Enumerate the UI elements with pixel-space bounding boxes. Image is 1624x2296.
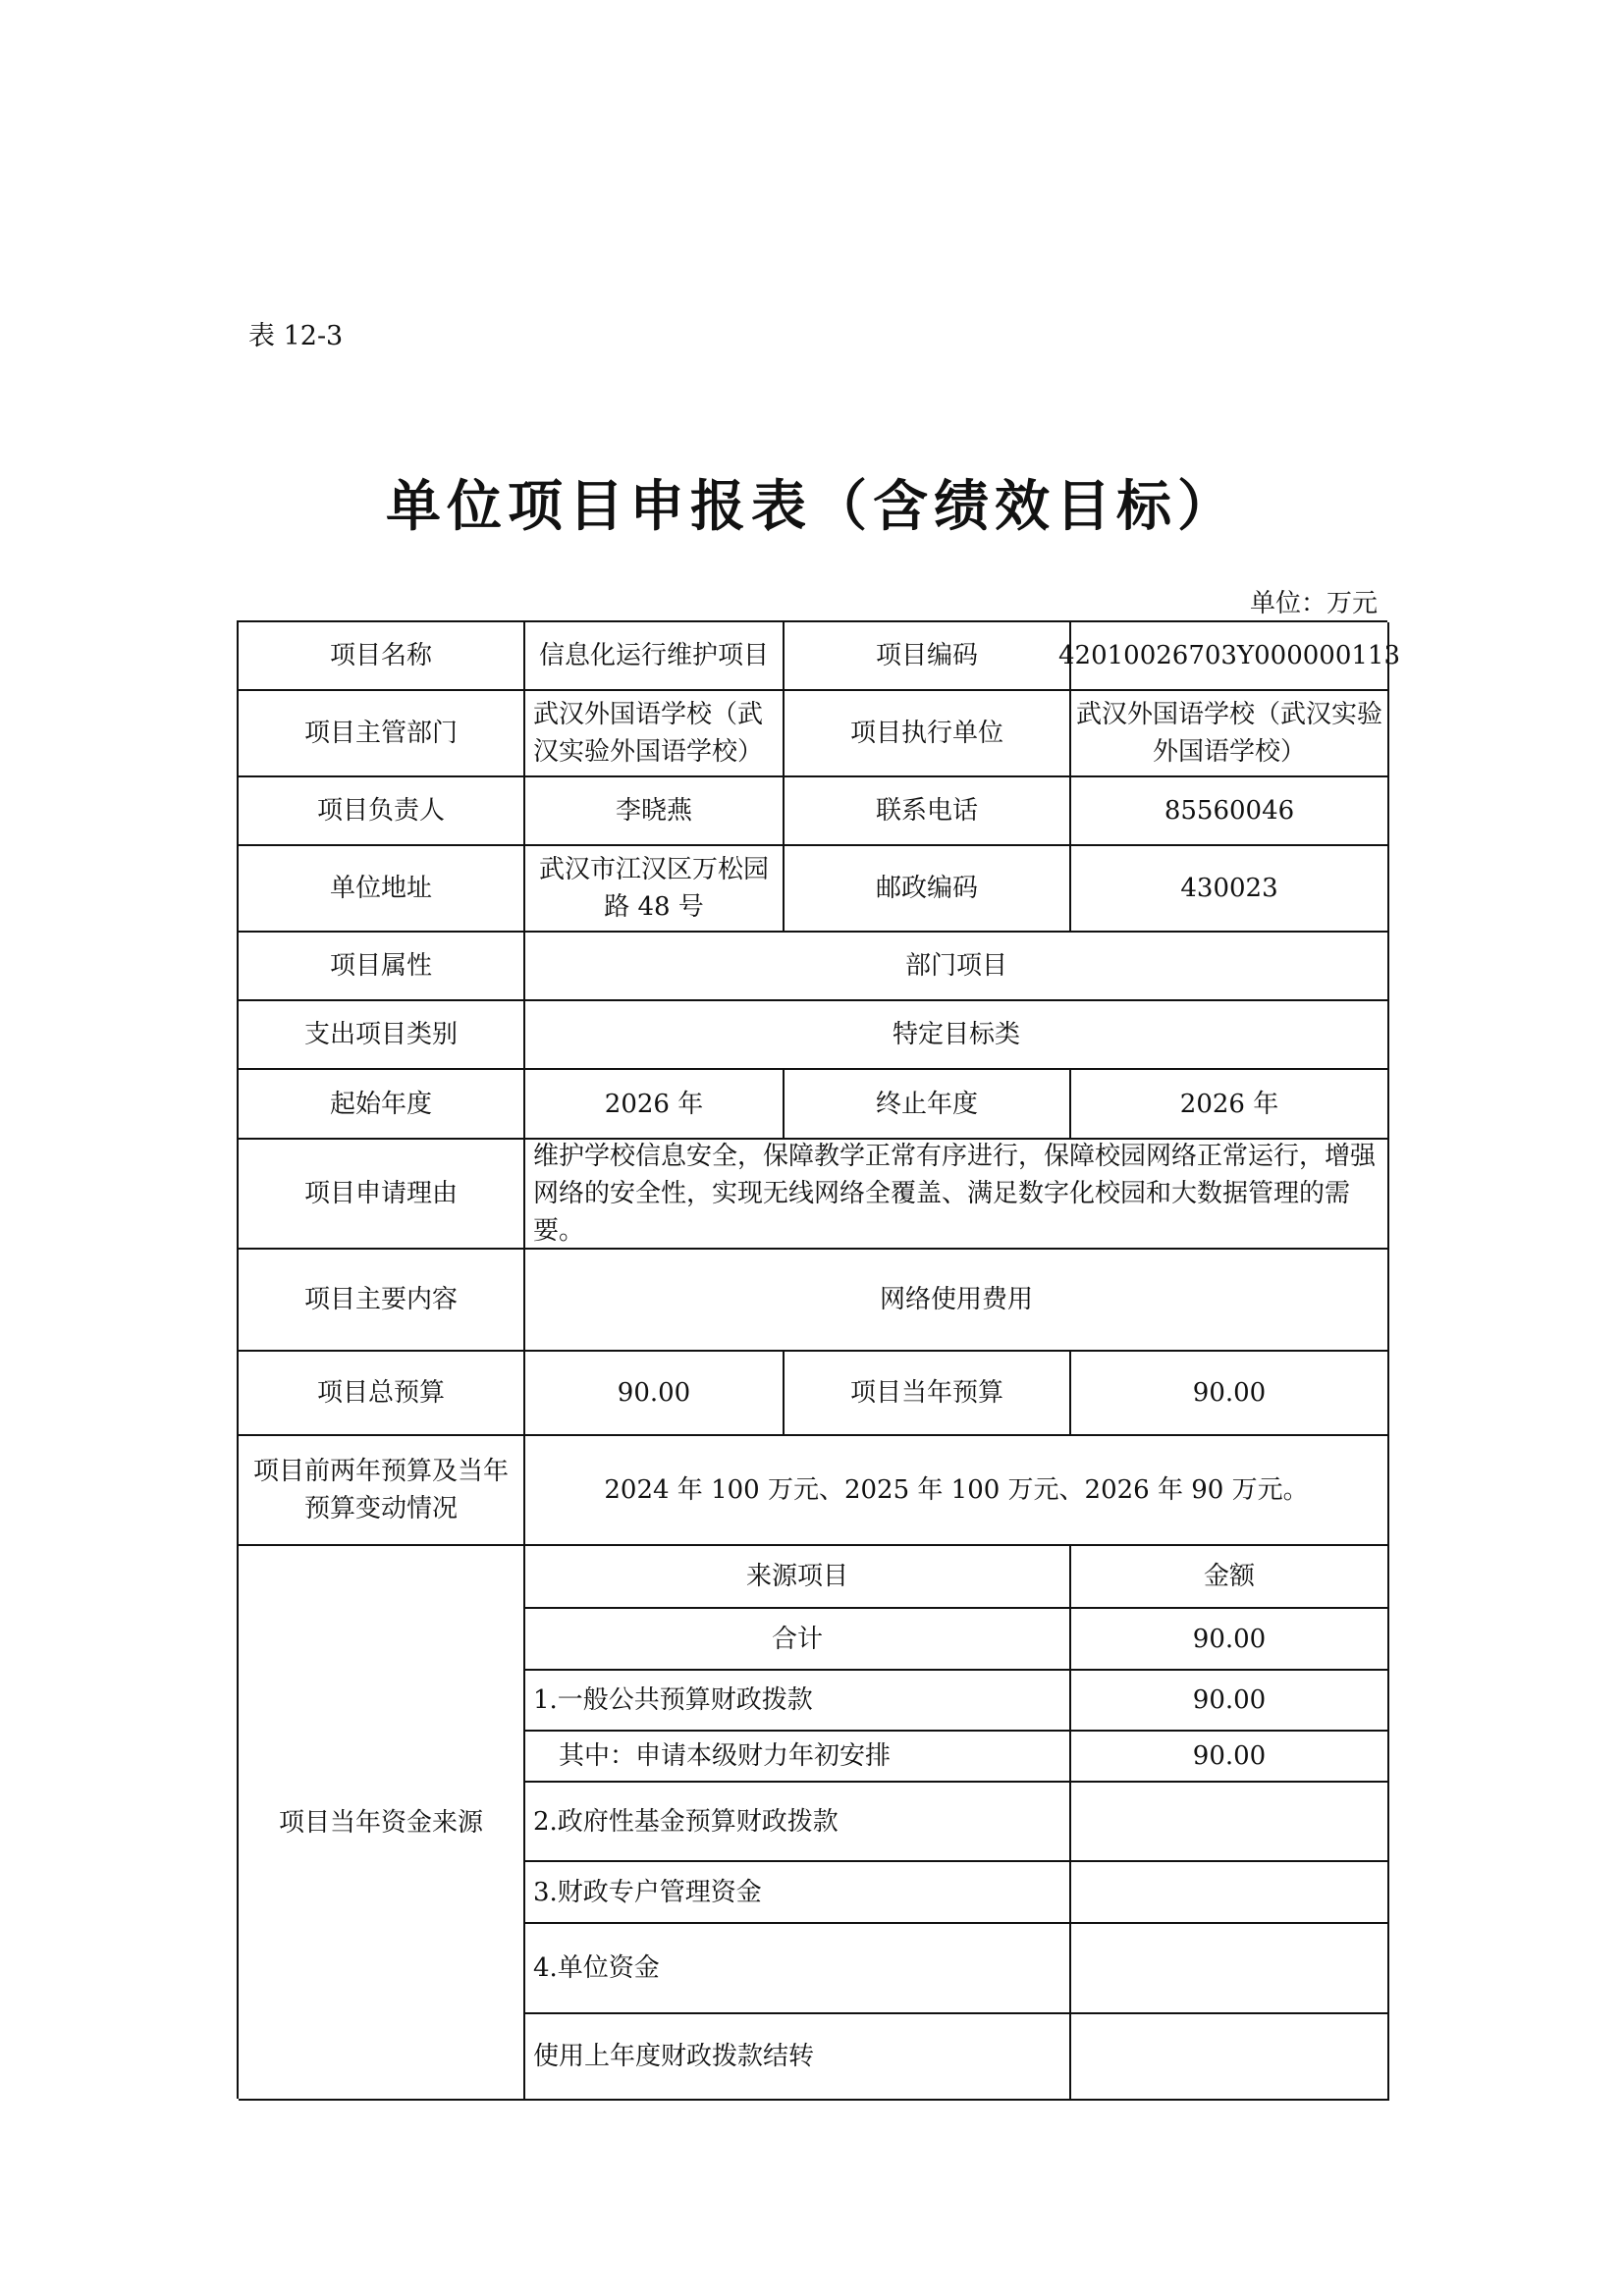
- label-total-budget: 项目总预算: [239, 1352, 525, 1436]
- label-executing-unit: 项目执行单位: [785, 691, 1071, 777]
- table-number: 表 12-3: [248, 321, 344, 351]
- label-project-name: 项目名称: [239, 622, 525, 691]
- value-attribute: 部门项目: [525, 933, 1389, 1001]
- value-project-name: 信息化运行维护项目: [525, 622, 785, 691]
- funding-amount-general-budget: 90.00: [1071, 1671, 1389, 1732]
- funding-source-special-account: 3.财政专户管理资金: [525, 1862, 1071, 1924]
- funding-source-general-budget: 1.一般公共预算财政拨款: [525, 1671, 1071, 1732]
- label-address: 单位地址: [239, 846, 525, 933]
- label-funding-source: 项目当年资金来源: [239, 1546, 525, 2101]
- label-current-budget: 项目当年预算: [785, 1352, 1071, 1436]
- label-project-code: 项目编码: [785, 622, 1071, 691]
- funding-source-unit-funds: 4.单位资金: [525, 1924, 1071, 2014]
- funding-amount-special-account: [1071, 1862, 1389, 1924]
- value-address: 武汉市江汉区万松园路 48 号: [525, 846, 785, 933]
- funding-source-carryover: 使用上年度财政拨款结转: [525, 2014, 1071, 2101]
- label-phone: 联系电话: [785, 777, 1071, 846]
- value-category: 特定目标类: [525, 1001, 1389, 1070]
- funding-amount-local-allocation: 90.00: [1071, 1732, 1389, 1783]
- value-current-budget: 90.00: [1071, 1352, 1389, 1436]
- label-supervising-dept: 项目主管部门: [239, 691, 525, 777]
- value-phone: 85560046: [1071, 777, 1389, 846]
- label-budget-history: 项目前两年预算及当年预算变动情况: [239, 1436, 525, 1546]
- funding-amount-gov-fund: [1071, 1783, 1389, 1862]
- funding-source-local-allocation: 其中：申请本级财力年初安排: [525, 1732, 1071, 1783]
- funding-amount-unit-funds: [1071, 1924, 1389, 2014]
- value-project-leader: 李晓燕: [525, 777, 785, 846]
- project-application-table: [237, 620, 1401, 2099]
- funding-amount-total: 90.00: [1071, 1609, 1389, 1671]
- funding-header-source: 来源项目: [525, 1546, 1071, 1609]
- value-executing-unit: 武汉外国语学校（武汉实验外国语学校）: [1071, 691, 1389, 777]
- page-title: 单位项目申报表（含绩效目标）: [386, 475, 1238, 539]
- label-postcode: 邮政编码: [785, 846, 1071, 933]
- funding-header-amount: 金额: [1071, 1546, 1389, 1609]
- funding-source-total: 合计: [525, 1609, 1071, 1671]
- funding-amount-carryover: [1071, 2014, 1389, 2101]
- value-total-budget: 90.00: [525, 1352, 785, 1436]
- unit-label: 单位：万元: [1249, 589, 1378, 618]
- value-project-code: 42010026703Y000000113: [1071, 622, 1389, 691]
- label-main-content: 项目主要内容: [239, 1250, 525, 1352]
- value-budget-history: 2024 年 100 万元、2025 年 100 万元、2026 年 90 万元。: [525, 1436, 1389, 1546]
- value-reason: 维护学校信息安全，保障教学正常有序进行，保障校园网络正常运行，增强网络的安全性，实现无线网络全覆盖、满足数字化校园和大数据管理的需要。: [525, 1140, 1389, 1250]
- label-attribute: 项目属性: [239, 933, 525, 1001]
- label-reason: 项目申请理由: [239, 1140, 525, 1250]
- value-supervising-dept: 武汉外国语学校（武汉实验外国语学校）: [525, 691, 785, 777]
- value-postcode: 430023: [1071, 846, 1389, 933]
- value-main-content: 网络使用费用: [525, 1250, 1389, 1352]
- label-project-leader: 项目负责人: [239, 777, 525, 846]
- funding-source-gov-fund: 2.政府性基金预算财政拨款: [525, 1783, 1071, 1862]
- value-end-year: 2026 年: [1071, 1070, 1389, 1140]
- label-category: 支出项目类别: [239, 1001, 525, 1070]
- label-start-year: 起始年度: [239, 1070, 525, 1140]
- label-end-year: 终止年度: [785, 1070, 1071, 1140]
- value-start-year: 2026 年: [525, 1070, 785, 1140]
